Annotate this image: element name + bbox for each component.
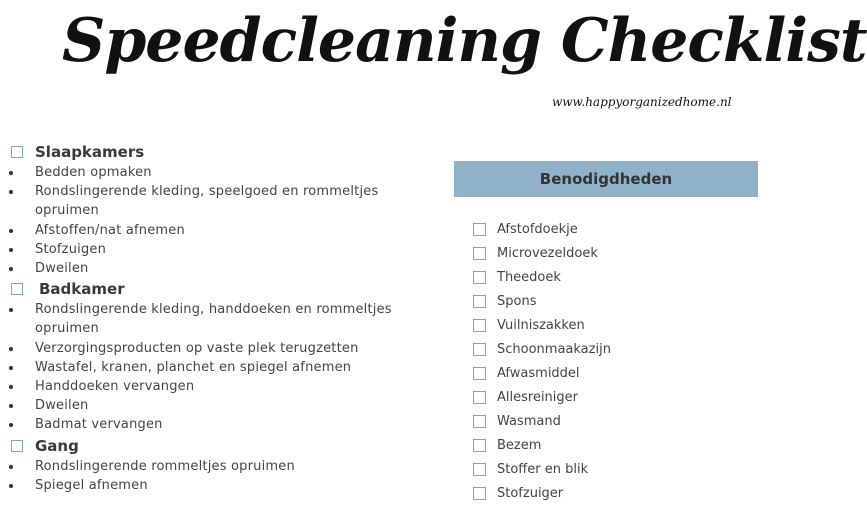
list-item: Rondslingerende rommeltjes opruimen — [0, 457, 440, 476]
list-item: Verzorgingsproducten op vaste plek terugzetten — [0, 339, 440, 358]
task-list-gang — [0, 457, 440, 495]
bullet-icon — [9, 248, 13, 252]
bullet-icon — [9, 404, 13, 408]
supply-item: Bezem — [454, 433, 611, 457]
supply-item: Spons — [454, 289, 611, 313]
list-item: Badmat vervangen — [0, 415, 440, 434]
list-item-continuation: opruimen — [35, 203, 99, 219]
list-item: Dweilen — [0, 396, 440, 415]
list-item-continuation: opruimen — [35, 321, 99, 337]
checkbox-icon[interactable] — [473, 223, 486, 236]
section-title: Badkamer — [39, 280, 125, 299]
list-item: Spiegel afnemen — [0, 476, 440, 495]
supply-item: Stofzuiger — [454, 481, 611, 505]
checkbox-icon[interactable] — [473, 487, 486, 500]
list-item: Afstoffen/nat afnemen — [0, 221, 440, 240]
list-item: Handdoeken vervangen — [0, 377, 440, 396]
bullet-icon — [9, 229, 13, 233]
checkbox-icon[interactable] — [473, 271, 486, 284]
supply-item: Wasmand — [454, 409, 611, 433]
checkbox-icon[interactable] — [473, 343, 486, 356]
checkbox-icon[interactable] — [473, 439, 486, 452]
supply-item: Microvezeldoek — [454, 241, 611, 265]
checkbox-icon[interactable] — [473, 295, 486, 308]
bullet-icon — [9, 267, 13, 271]
bullet-icon — [9, 171, 13, 175]
supplies-heading: Benodigdheden — [454, 161, 758, 197]
section-title: Slaapkamers — [35, 143, 145, 161]
bullet-icon — [9, 465, 13, 469]
checkbox-icon[interactable] — [473, 391, 486, 404]
supplies-panel — [454, 161, 758, 501]
supplies-list — [454, 217, 611, 505]
bullet-icon — [9, 347, 13, 351]
checkbox-icon[interactable] — [473, 463, 486, 476]
supply-item: Stoffer en blik — [454, 457, 611, 481]
bullet-icon — [9, 385, 13, 389]
task-list-slaapkamers — [0, 163, 440, 278]
checkbox-icon[interactable] — [473, 415, 486, 428]
list-item: Rondslingerende kleding, handdoeken en rommeltjes — [0, 300, 440, 319]
section-heading-gang — [0, 435, 440, 457]
list-item: Bedden opmaken — [0, 163, 440, 182]
checkbox-icon[interactable] — [473, 367, 486, 380]
supply-item: Allesreiniger — [454, 385, 611, 409]
list-item: Wastafel, kranen, planchet en spiegel afnemen — [0, 358, 440, 377]
bullet-icon — [9, 190, 13, 194]
supply-item: Afstofdoekje — [454, 217, 611, 241]
bullet-icon — [9, 366, 13, 370]
bullet-icon — [9, 308, 13, 312]
checkbox-icon[interactable] — [473, 247, 486, 260]
list-item: Stofzuigen — [0, 240, 440, 259]
checkbox-icon[interactable] — [11, 146, 23, 158]
checkbox-icon[interactable] — [11, 440, 23, 452]
section-heading-badkamer — [0, 278, 440, 300]
supply-item: Schoonmaakazijn — [454, 337, 611, 361]
section-title: Gang — [35, 436, 79, 455]
list-item: Dweilen — [0, 259, 440, 278]
bullet-icon — [9, 423, 13, 427]
task-list-badkamer — [0, 300, 440, 434]
website-url: www.happyorganizedhome.nl — [552, 95, 732, 109]
checkbox-icon[interactable] — [473, 319, 486, 332]
supply-item: Theedoek — [454, 265, 611, 289]
checkbox-icon[interactable] — [11, 283, 23, 295]
bullet-icon — [9, 484, 13, 488]
list-item: Rondslingerende kleding, speelgoed en rommeltjes — [0, 182, 440, 201]
supply-item: Afwasmiddel — [454, 361, 611, 385]
section-heading-slaapkamers — [0, 141, 440, 163]
page-title: Speedcleaning Checklist — [62, 6, 867, 76]
room-checklist — [0, 141, 440, 495]
supply-item: Vuilniszakken — [454, 313, 611, 337]
